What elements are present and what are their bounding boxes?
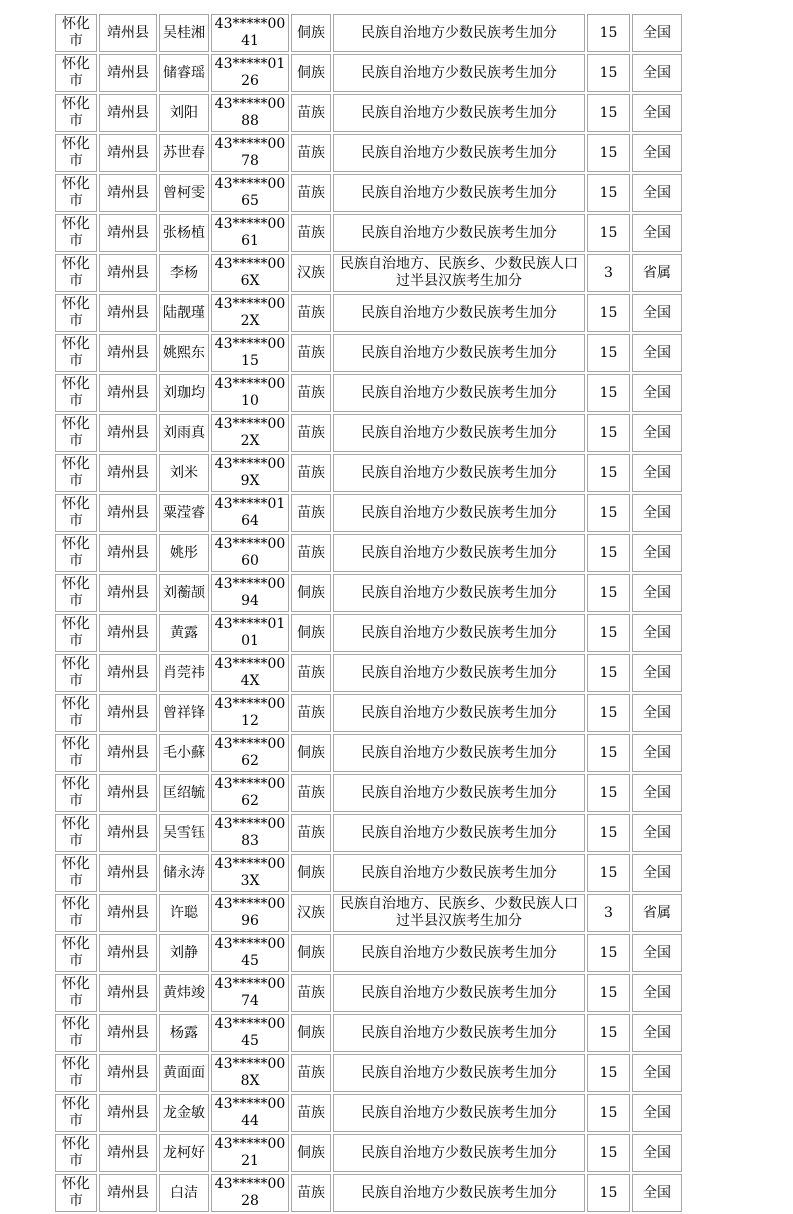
cell-county: 靖州县 [99, 174, 157, 212]
cell-id-number: 43*****0041 [211, 14, 289, 52]
cell-scope: 全国 [632, 14, 682, 52]
table-row [55, 534, 682, 572]
cell-name: 储永涛 [159, 854, 209, 892]
cell-county: 靖州县 [99, 1094, 157, 1132]
table-row [55, 454, 682, 492]
cell-county: 靖州县 [99, 134, 157, 172]
cell-id-number: 43*****0044 [211, 1094, 289, 1132]
cell-ethnicity: 苗族 [291, 654, 331, 692]
cell-ethnicity: 苗族 [291, 414, 331, 452]
cell-points: 15 [587, 54, 630, 92]
table-row [55, 414, 682, 452]
cell-policy: 民族自治地方少数民族考生加分 [333, 334, 585, 372]
cell-county: 靖州县 [99, 1134, 157, 1172]
cell-scope: 全国 [632, 814, 682, 852]
cell-county: 靖州县 [99, 734, 157, 772]
cell-id-number: 43*****0164 [211, 494, 289, 532]
cell-policy: 民族自治地方少数民族考生加分 [333, 574, 585, 612]
cell-points: 15 [587, 14, 630, 52]
cell-points: 15 [587, 534, 630, 572]
cell-name: 刘阳 [159, 94, 209, 132]
table-row [55, 94, 682, 132]
cell-id-number: 43*****0015 [211, 334, 289, 372]
cell-city: 怀化市 [55, 214, 97, 252]
cell-county: 靖州县 [99, 694, 157, 732]
cell-name: 吴雪钰 [159, 814, 209, 852]
cell-name: 刘蘅颉 [159, 574, 209, 612]
cell-policy: 民族自治地方少数民族考生加分 [333, 814, 585, 852]
cell-ethnicity: 苗族 [291, 1094, 331, 1132]
cell-id-number: 43*****0083 [211, 814, 289, 852]
table-row [55, 934, 682, 972]
cell-city: 怀化市 [55, 134, 97, 172]
cell-scope: 全国 [632, 174, 682, 212]
cell-county: 靖州县 [99, 1174, 157, 1212]
cell-city: 怀化市 [55, 1174, 97, 1212]
cell-scope: 省属 [632, 894, 682, 932]
cell-policy: 民族自治地方少数民族考生加分 [333, 614, 585, 652]
cell-county: 靖州县 [99, 214, 157, 252]
cell-county: 靖州县 [99, 574, 157, 612]
cell-scope: 全国 [632, 534, 682, 572]
cell-city: 怀化市 [55, 1014, 97, 1052]
cell-points: 15 [587, 934, 630, 972]
cell-policy: 民族自治地方少数民族考生加分 [333, 774, 585, 812]
table-row [55, 854, 682, 892]
table-row [55, 14, 682, 52]
cell-id-number: 43*****0126 [211, 54, 289, 92]
cell-policy: 民族自治地方少数民族考生加分 [333, 54, 585, 92]
cell-id-number: 43*****0045 [211, 1014, 289, 1052]
cell-points: 15 [587, 814, 630, 852]
table-row [55, 574, 682, 612]
cell-name: 曾柯雯 [159, 174, 209, 212]
cell-county: 靖州县 [99, 454, 157, 492]
cell-county: 靖州县 [99, 54, 157, 92]
table-row [55, 214, 682, 252]
cell-name: 黄炜竣 [159, 974, 209, 1012]
cell-county: 靖州县 [99, 14, 157, 52]
cell-name: 姚彤 [159, 534, 209, 572]
cell-scope: 全国 [632, 294, 682, 332]
cell-city: 怀化市 [55, 894, 97, 932]
cell-city: 怀化市 [55, 1054, 97, 1092]
table-row [55, 374, 682, 412]
cell-city: 怀化市 [55, 694, 97, 732]
cell-name: 刘珈均 [159, 374, 209, 412]
cell-policy: 民族自治地方少数民族考生加分 [333, 854, 585, 892]
cell-name: 龙金敏 [159, 1094, 209, 1132]
cell-scope: 全国 [632, 854, 682, 892]
cell-county: 靖州县 [99, 254, 157, 292]
cell-city: 怀化市 [55, 174, 97, 212]
cell-name: 黄露 [159, 614, 209, 652]
cell-scope: 省属 [632, 254, 682, 292]
cell-ethnicity: 侗族 [291, 614, 331, 652]
cell-city: 怀化市 [55, 54, 97, 92]
cell-ethnicity: 苗族 [291, 774, 331, 812]
cell-id-number: 43*****0096 [211, 894, 289, 932]
cell-county: 靖州县 [99, 94, 157, 132]
cell-name: 刘静 [159, 934, 209, 972]
cell-county: 靖州县 [99, 974, 157, 1012]
cell-name: 陆靓瑾 [159, 294, 209, 332]
bonus-points-table [53, 12, 684, 1214]
cell-county: 靖州县 [99, 294, 157, 332]
cell-points: 15 [587, 734, 630, 772]
cell-policy: 民族自治地方少数民族考生加分 [333, 1174, 585, 1212]
cell-points: 15 [587, 374, 630, 412]
cell-id-number: 43*****0062 [211, 774, 289, 812]
table-row [55, 494, 682, 532]
cell-id-number: 43*****0021 [211, 1134, 289, 1172]
cell-points: 15 [587, 1174, 630, 1212]
table-row [55, 134, 682, 172]
table-row [55, 1174, 682, 1212]
cell-ethnicity: 侗族 [291, 734, 331, 772]
cell-points: 15 [587, 654, 630, 692]
cell-ethnicity: 侗族 [291, 934, 331, 972]
cell-id-number: 43*****0062 [211, 734, 289, 772]
cell-points: 15 [587, 1134, 630, 1172]
cell-scope: 全国 [632, 1174, 682, 1212]
cell-county: 靖州县 [99, 854, 157, 892]
cell-name: 曾祥锋 [159, 694, 209, 732]
cell-scope: 全国 [632, 654, 682, 692]
cell-name: 白洁 [159, 1174, 209, 1212]
table-row [55, 334, 682, 372]
cell-scope: 全国 [632, 94, 682, 132]
cell-scope: 全国 [632, 1134, 682, 1172]
cell-policy: 民族自治地方少数民族考生加分 [333, 654, 585, 692]
cell-county: 靖州县 [99, 1014, 157, 1052]
cell-scope: 全国 [632, 1094, 682, 1132]
cell-id-number: 43*****003X [211, 854, 289, 892]
cell-scope: 全国 [632, 614, 682, 652]
cell-points: 15 [587, 214, 630, 252]
cell-city: 怀化市 [55, 374, 97, 412]
cell-ethnicity: 侗族 [291, 14, 331, 52]
cell-city: 怀化市 [55, 1134, 97, 1172]
cell-city: 怀化市 [55, 1094, 97, 1132]
cell-ethnicity: 侗族 [291, 854, 331, 892]
cell-ethnicity: 苗族 [291, 494, 331, 532]
cell-id-number: 43*****0061 [211, 214, 289, 252]
cell-city: 怀化市 [55, 254, 97, 292]
cell-ethnicity: 苗族 [291, 214, 331, 252]
cell-city: 怀化市 [55, 454, 97, 492]
cell-city: 怀化市 [55, 94, 97, 132]
cell-policy: 民族自治地方少数民族考生加分 [333, 734, 585, 772]
cell-county: 靖州县 [99, 814, 157, 852]
cell-county: 靖州县 [99, 374, 157, 412]
cell-points: 15 [587, 414, 630, 452]
cell-ethnicity: 苗族 [291, 534, 331, 572]
cell-policy: 民族自治地方少数民族考生加分 [333, 494, 585, 532]
cell-policy: 民族自治地方少数民族考生加分 [333, 1014, 585, 1052]
cell-county: 靖州县 [99, 494, 157, 532]
table-row [55, 894, 682, 932]
cell-scope: 全国 [632, 414, 682, 452]
cell-points: 15 [587, 854, 630, 892]
cell-scope: 全国 [632, 934, 682, 972]
cell-city: 怀化市 [55, 854, 97, 892]
cell-scope: 全国 [632, 134, 682, 172]
cell-scope: 全国 [632, 734, 682, 772]
cell-city: 怀化市 [55, 814, 97, 852]
table-row [55, 814, 682, 852]
cell-city: 怀化市 [55, 14, 97, 52]
cell-points: 15 [587, 454, 630, 492]
cell-city: 怀化市 [55, 494, 97, 532]
cell-county: 靖州县 [99, 414, 157, 452]
cell-id-number: 43*****0094 [211, 574, 289, 612]
cell-policy: 民族自治地方少数民族考生加分 [333, 374, 585, 412]
table-row [55, 294, 682, 332]
cell-city: 怀化市 [55, 614, 97, 652]
cell-id-number: 43*****006X [211, 254, 289, 292]
cell-ethnicity: 汉族 [291, 254, 331, 292]
cell-points: 15 [587, 294, 630, 332]
cell-points: 15 [587, 1094, 630, 1132]
cell-scope: 全国 [632, 774, 682, 812]
cell-name: 李杨 [159, 254, 209, 292]
cell-policy: 民族自治地方少数民族考生加分 [333, 214, 585, 252]
cell-name: 粟滢睿 [159, 494, 209, 532]
cell-id-number: 43*****004X [211, 654, 289, 692]
table-row [55, 54, 682, 92]
cell-county: 靖州县 [99, 534, 157, 572]
cell-policy: 民族自治地方少数民族考生加分 [333, 134, 585, 172]
cell-city: 怀化市 [55, 774, 97, 812]
cell-ethnicity: 苗族 [291, 1054, 331, 1092]
cell-points: 15 [587, 614, 630, 652]
table-row [55, 774, 682, 812]
cell-policy: 民族自治地方少数民族考生加分 [333, 1134, 585, 1172]
cell-points: 15 [587, 574, 630, 612]
cell-ethnicity: 汉族 [291, 894, 331, 932]
cell-ethnicity: 苗族 [291, 334, 331, 372]
cell-scope: 全国 [632, 54, 682, 92]
cell-points: 15 [587, 174, 630, 212]
cell-points: 3 [587, 254, 630, 292]
cell-policy: 民族自治地方少数民族考生加分 [333, 454, 585, 492]
cell-policy: 民族自治地方、民族乡、少数民族人口过半县汉族考生加分 [333, 254, 585, 292]
cell-ethnicity: 苗族 [291, 814, 331, 852]
table-row [55, 254, 682, 292]
table-row [55, 694, 682, 732]
cell-points: 3 [587, 894, 630, 932]
cell-scope: 全国 [632, 1054, 682, 1092]
cell-city: 怀化市 [55, 574, 97, 612]
table-row [55, 174, 682, 212]
table-row [55, 1014, 682, 1052]
cell-points: 15 [587, 94, 630, 132]
cell-city: 怀化市 [55, 734, 97, 772]
cell-scope: 全国 [632, 454, 682, 492]
cell-name: 刘米 [159, 454, 209, 492]
cell-policy: 民族自治地方少数民族考生加分 [333, 14, 585, 52]
cell-name: 张杨植 [159, 214, 209, 252]
cell-points: 15 [587, 334, 630, 372]
cell-policy: 民族自治地方少数民族考生加分 [333, 1054, 585, 1092]
cell-points: 15 [587, 1014, 630, 1052]
cell-policy: 民族自治地方少数民族考生加分 [333, 1094, 585, 1132]
table-row [55, 614, 682, 652]
cell-id-number: 43*****0074 [211, 974, 289, 1012]
cell-points: 15 [587, 774, 630, 812]
cell-ethnicity: 苗族 [291, 174, 331, 212]
cell-ethnicity: 苗族 [291, 94, 331, 132]
cell-scope: 全国 [632, 214, 682, 252]
cell-id-number: 43*****002X [211, 294, 289, 332]
cell-id-number: 43*****002X [211, 414, 289, 452]
cell-points: 15 [587, 694, 630, 732]
cell-city: 怀化市 [55, 294, 97, 332]
cell-policy: 民族自治地方少数民族考生加分 [333, 414, 585, 452]
cell-county: 靖州县 [99, 894, 157, 932]
cell-scope: 全国 [632, 1014, 682, 1052]
cell-policy: 民族自治地方少数民族考生加分 [333, 974, 585, 1012]
cell-name: 姚熙东 [159, 334, 209, 372]
cell-policy: 民族自治地方少数民族考生加分 [333, 534, 585, 572]
cell-id-number: 43*****0010 [211, 374, 289, 412]
table-row [55, 1054, 682, 1092]
cell-name: 许聪 [159, 894, 209, 932]
cell-scope: 全国 [632, 574, 682, 612]
cell-id-number: 43*****009X [211, 454, 289, 492]
cell-name: 苏世春 [159, 134, 209, 172]
cell-scope: 全国 [632, 694, 682, 732]
cell-county: 靖州县 [99, 934, 157, 972]
cell-city: 怀化市 [55, 414, 97, 452]
cell-ethnicity: 侗族 [291, 1134, 331, 1172]
cell-id-number: 43*****0065 [211, 174, 289, 212]
cell-county: 靖州县 [99, 334, 157, 372]
cell-ethnicity: 侗族 [291, 54, 331, 92]
cell-points: 15 [587, 1054, 630, 1092]
cell-ethnicity: 侗族 [291, 574, 331, 612]
cell-points: 15 [587, 494, 630, 532]
cell-city: 怀化市 [55, 934, 97, 972]
cell-city: 怀化市 [55, 334, 97, 372]
cell-city: 怀化市 [55, 534, 97, 572]
cell-policy: 民族自治地方少数民族考生加分 [333, 294, 585, 332]
cell-id-number: 43*****008X [211, 1054, 289, 1092]
cell-points: 15 [587, 134, 630, 172]
cell-id-number: 43*****0045 [211, 934, 289, 972]
cell-ethnicity: 侗族 [291, 1014, 331, 1052]
cell-county: 靖州县 [99, 1054, 157, 1092]
cell-scope: 全国 [632, 374, 682, 412]
cell-name: 储睿瑶 [159, 54, 209, 92]
cell-policy: 民族自治地方少数民族考生加分 [333, 174, 585, 212]
cell-id-number: 43*****0088 [211, 94, 289, 132]
cell-name: 刘雨真 [159, 414, 209, 452]
cell-ethnicity: 苗族 [291, 1174, 331, 1212]
cell-name: 杨露 [159, 1014, 209, 1052]
cell-name: 肖莞祎 [159, 654, 209, 692]
cell-id-number: 43*****0078 [211, 134, 289, 172]
cell-name: 吴桂湘 [159, 14, 209, 52]
cell-ethnicity: 苗族 [291, 454, 331, 492]
cell-ethnicity: 苗族 [291, 694, 331, 732]
table-row [55, 974, 682, 1012]
cell-name: 匡绍毓 [159, 774, 209, 812]
cell-ethnicity: 苗族 [291, 974, 331, 1012]
cell-county: 靖州县 [99, 614, 157, 652]
table-row [55, 1134, 682, 1172]
cell-scope: 全国 [632, 494, 682, 532]
cell-name: 黄面面 [159, 1054, 209, 1092]
cell-id-number: 43*****0028 [211, 1174, 289, 1212]
cell-city: 怀化市 [55, 974, 97, 1012]
cell-city: 怀化市 [55, 654, 97, 692]
table-row [55, 654, 682, 692]
cell-policy: 民族自治地方、民族乡、少数民族人口过半县汉族考生加分 [333, 894, 585, 932]
table-row [55, 734, 682, 772]
table-row [55, 1094, 682, 1132]
cell-ethnicity: 苗族 [291, 294, 331, 332]
cell-scope: 全国 [632, 974, 682, 1012]
cell-points: 15 [587, 974, 630, 1012]
cell-name: 毛小蘇 [159, 734, 209, 772]
cell-policy: 民族自治地方少数民族考生加分 [333, 694, 585, 732]
cell-county: 靖州县 [99, 774, 157, 812]
cell-id-number: 43*****0101 [211, 614, 289, 652]
cell-ethnicity: 苗族 [291, 374, 331, 412]
cell-name: 龙柯好 [159, 1134, 209, 1172]
cell-scope: 全国 [632, 334, 682, 372]
cell-id-number: 43*****0060 [211, 534, 289, 572]
cell-ethnicity: 苗族 [291, 134, 331, 172]
cell-county: 靖州县 [99, 654, 157, 692]
cell-id-number: 43*****0012 [211, 694, 289, 732]
cell-policy: 民族自治地方少数民族考生加分 [333, 934, 585, 972]
cell-policy: 民族自治地方少数民族考生加分 [333, 94, 585, 132]
